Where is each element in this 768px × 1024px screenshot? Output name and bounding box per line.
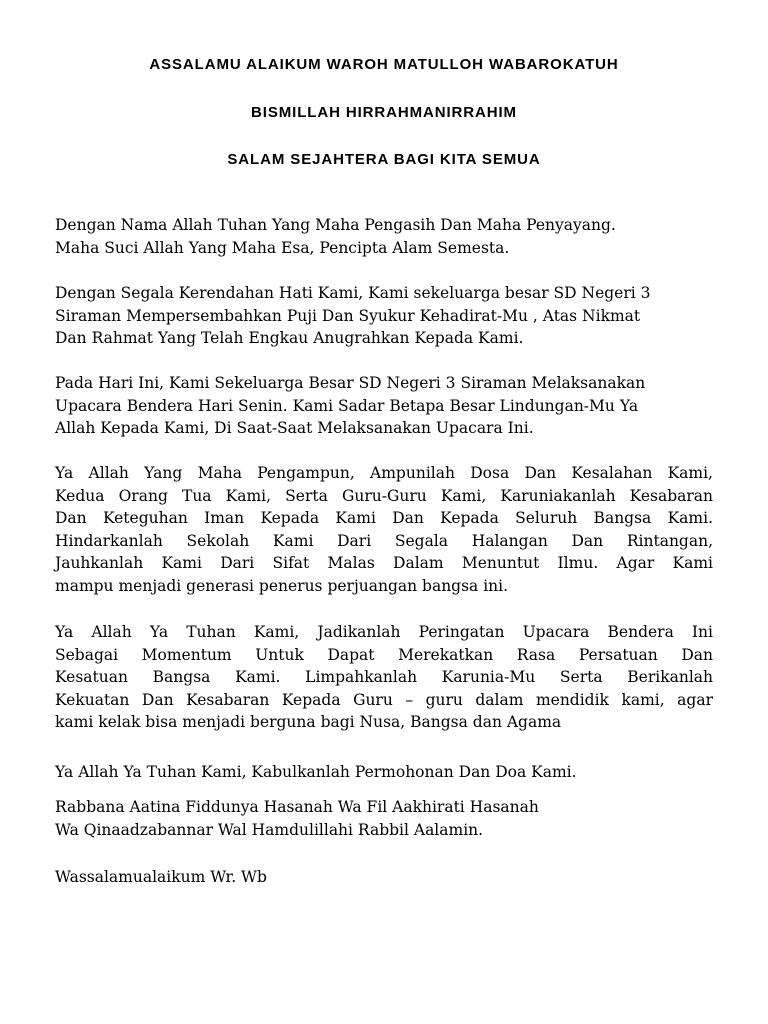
paragraph-ceremony (55, 372, 713, 440)
paragraph-forgiveness (55, 462, 713, 597)
paragraph-line: Ya Allah Ya Tuhan Kami, Jadikanlah Peringatan Upacara Bendera Ini (55, 623, 713, 641)
paragraph-line: Upacara Bendera Hari Senin. Kami Sadar Betapa Besar Lindungan-Mu Ya (55, 396, 639, 415)
paragraph-line: Siraman Mempersembahkan Puji Dan Syukur Kehadirat-Mu , Atas Nikmat (55, 306, 641, 325)
paragraph-line: Ya Allah Ya Tuhan Kami, Kabulkanlah Permohonan Dan Doa Kami. (55, 763, 577, 781)
paragraph-line: Dengan Segala Kerendahan Hati Kami, Kami sekeluarga besar SD Negeri 3 (55, 284, 651, 302)
paragraph-line: Wa Qinaadzabannar Wal Hamdulillahi Rabbil Aalamin. (55, 820, 484, 839)
greeting-heading: ASSALAMU ALAIKUM WAROH MATULLOH WABAROKATUH (149, 56, 619, 73)
paragraph-line: Allah Kepada Kami, Di Saat-Saat Melaksanakan Upacara Ini. (55, 419, 534, 437)
paragraph-line: Kedua Orang Tua Kami, Serta Guru-Guru Kami, Karuniakanlah Kesabaran (55, 486, 713, 505)
paragraph-line: Sebagai Momentum Untuk Dapat Merekatkan Rasa Persatuan Dan (55, 645, 713, 664)
paragraph-line: Dan Rahmat Yang Telah Engkau Anugrahkan Kepada Kami. (55, 329, 524, 347)
paragraph-rabbana (55, 796, 713, 841)
paragraph-line: kami kelak bisa menjadi berguna bagi Nusa, Bangsa dan Agama (55, 713, 562, 731)
paragraph-line: Hindarkanlah Sekolah Kami Dari Segala Halangan Dan Rintangan, (55, 531, 713, 550)
paragraph-line: Dan Keteguhan Iman Kepada Kami Dan Kepada Seluruh Bangsa Kami. (55, 509, 713, 527)
paragraph-gratitude (55, 282, 713, 350)
paragraph-line: Kesatuan Bangsa Kami. Limpahkanlah Karunia-Mu Serta Berikanlah (55, 668, 713, 686)
paragraph-unity (55, 621, 713, 734)
paragraph-line: Wassalamualaikum Wr. Wb (55, 868, 267, 886)
bismillah-heading: BISMILLAH HIRRAHMANIRRAHIM (251, 104, 517, 121)
paragraph-line: Pada Hari Ini, Kami Sekeluarga Besar SD Negeri 3 Siraman Melaksanakan (55, 374, 646, 392)
salam-heading: SALAM SEJAHTERA BAGI KITA SEMUA (227, 151, 541, 168)
paragraph-line: Ya Allah Yang Maha Pengampun, Ampunilah Dosa Dan Kesalahan Kami, (55, 464, 713, 482)
paragraph-line: Maha Suci Allah Yang Maha Esa, Pencipta Alam Semesta. (55, 238, 510, 257)
paragraph-line: Dengan Nama Allah Tuhan Yang Maha Pengasih Dan Maha Penyayang. (55, 216, 616, 234)
paragraph-closing (55, 866, 713, 889)
paragraph-line: Rabbana Aatina Fiddunya Hasanah Wa Fil Aakhirati Hasanah (55, 798, 539, 816)
paragraph-line: mampu menjadi generasi penerus perjuangan bangsa ini. (55, 576, 509, 595)
paragraph-petition (55, 761, 713, 784)
paragraph-line: Kekuatan Dan Kesabaran Kepada Guru – guru dalam mendidik kami, agar (55, 690, 713, 709)
paragraph-opening (55, 214, 713, 259)
paragraph-line: Jauhkanlah Kami Dari Sifat Malas Dalam Menuntut Ilmu. Agar Kami (55, 554, 713, 572)
